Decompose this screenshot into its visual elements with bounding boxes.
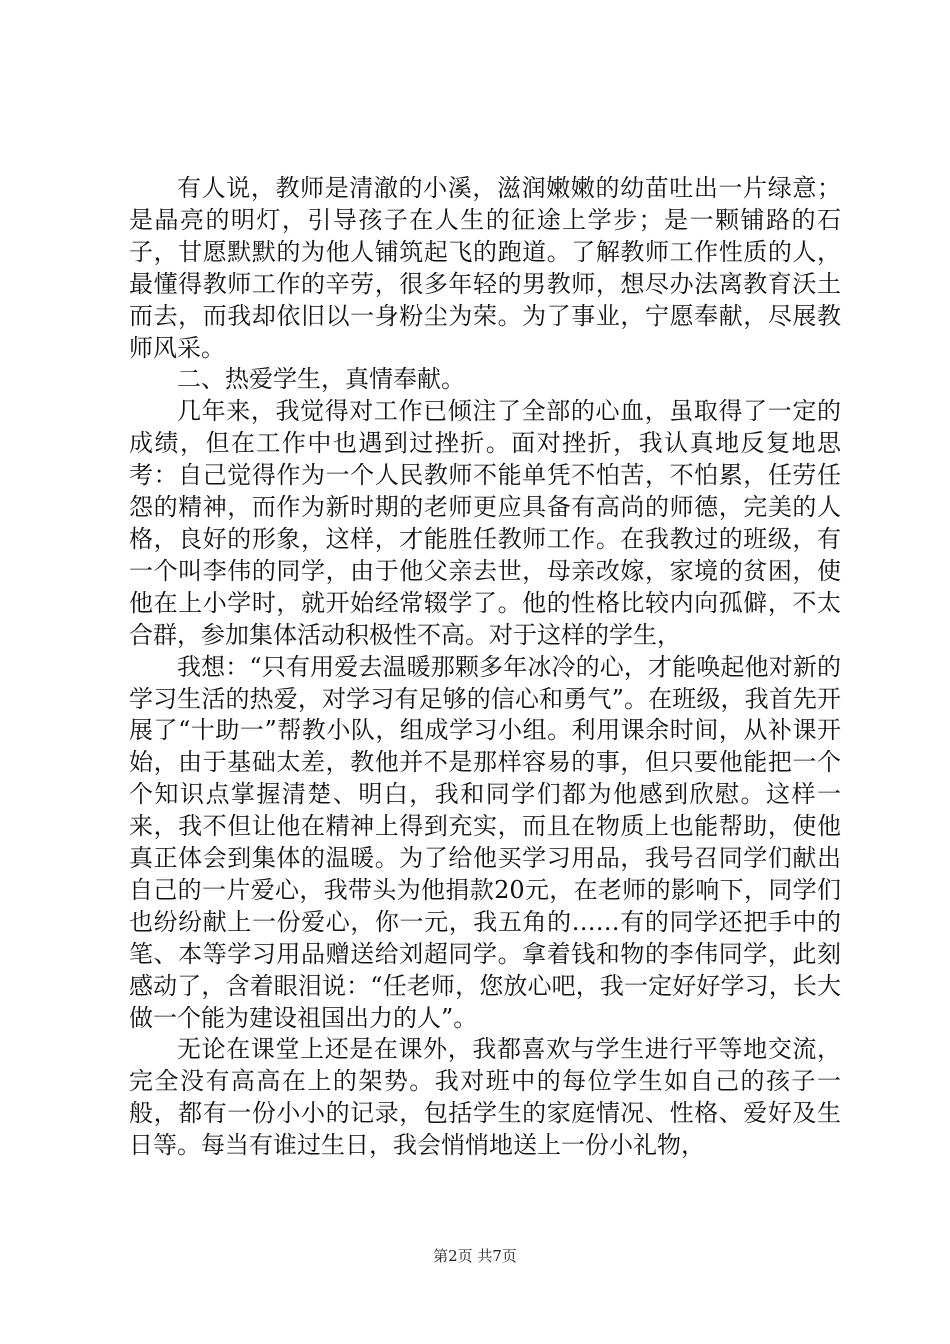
paragraph-reflection: 几年来，我觉得对工作已倾注了全部的心血，虽取得了一定的成绩，但在工作中也遇到过挫折。面对挫折，我认真地反复地思考：自己觉得作为一个人民教师不能单凭不怕苦，不怕累，任劳任怨的精神，而作为新时期的老师更应具备有高尚的师德，完美的人格，良好的形象，这样，才能胜任教师工作。在我教过的班级，有一个叫李伟的同学，由于他父亲去世，母亲改嫁，家境的贫困，使他在上小学时，就开始经常辍学了。他的性格比较内向孤僻，不太合群，参加集体活动积极性不高。对于这样的学生，	[129, 397, 841, 649]
paragraph-equal-communication: 无论在课堂上还是在课外，我都喜欢与学生进行平等地交流，完全没有高高在上的架势。我对班中的每位学生如自己的孩子一般，都有一份小小的记录，包括学生的家庭情况、性格、爱好及生日等。每当有谁过生日，我会悄悄地送上一份小礼物，	[129, 1035, 841, 1160]
section-heading-love-students: 二、热爱学生，真情奉献。	[177, 365, 465, 394]
page-number-footer: 第2页 共7页	[433, 1247, 517, 1265]
paragraph-helping-student: 我想：“只有用爱去温暖那颗多年冰冷的心，才能唤起他对新的学习生活的热爱，对学习有足够的信心和勇气”。在班级，我首先开展了“十助一”帮教小队，组成学习小组。利用课余时间，从补课开始，由于基础太差，教他并不是那样容易的事，但只要他能把一个个知识点掌握清楚、明白，我和同学们都为他感到欣慰。这样一来，我不但让他在精神上得到充实，而且在物质上也能帮助，使他真正体会到集体的温暖。为了给他买学习用品，我号召同学们献出自己的一片爱心，我带头为他捐款20元，在老师的影响下，同学们也纷纷献上一份爱心，你一元，我五角的……有的同学还把手中的笔、本等学习用品赠送给刘超同学。拿着钱和物的李伟同学，此刻感动了，含着眼泪说：“任老师，您放心吧，我一定好好学习，长大做一个能为建设祖国出力的人”。	[129, 652, 841, 1032]
document-body	[129, 173, 841, 1162]
paragraph-teacher-metaphor: 有人说，教师是清澈的小溪，滋润嫩嫩的幼苗吐出一片绿意；是晶亮的明灯，引导孩子在人生的征途上学步；是一颗铺路的石子，甘愿默默的为他人铺筑起飞的跑道。了解教师工作性质的人，最懂得教师工作的辛劳，很多年轻的男教师，想尽办法离教育沃土而去，而我却依旧以一身粉尘为荣。为了事业，宁愿奉献，尽展教师风采。	[129, 174, 841, 362]
